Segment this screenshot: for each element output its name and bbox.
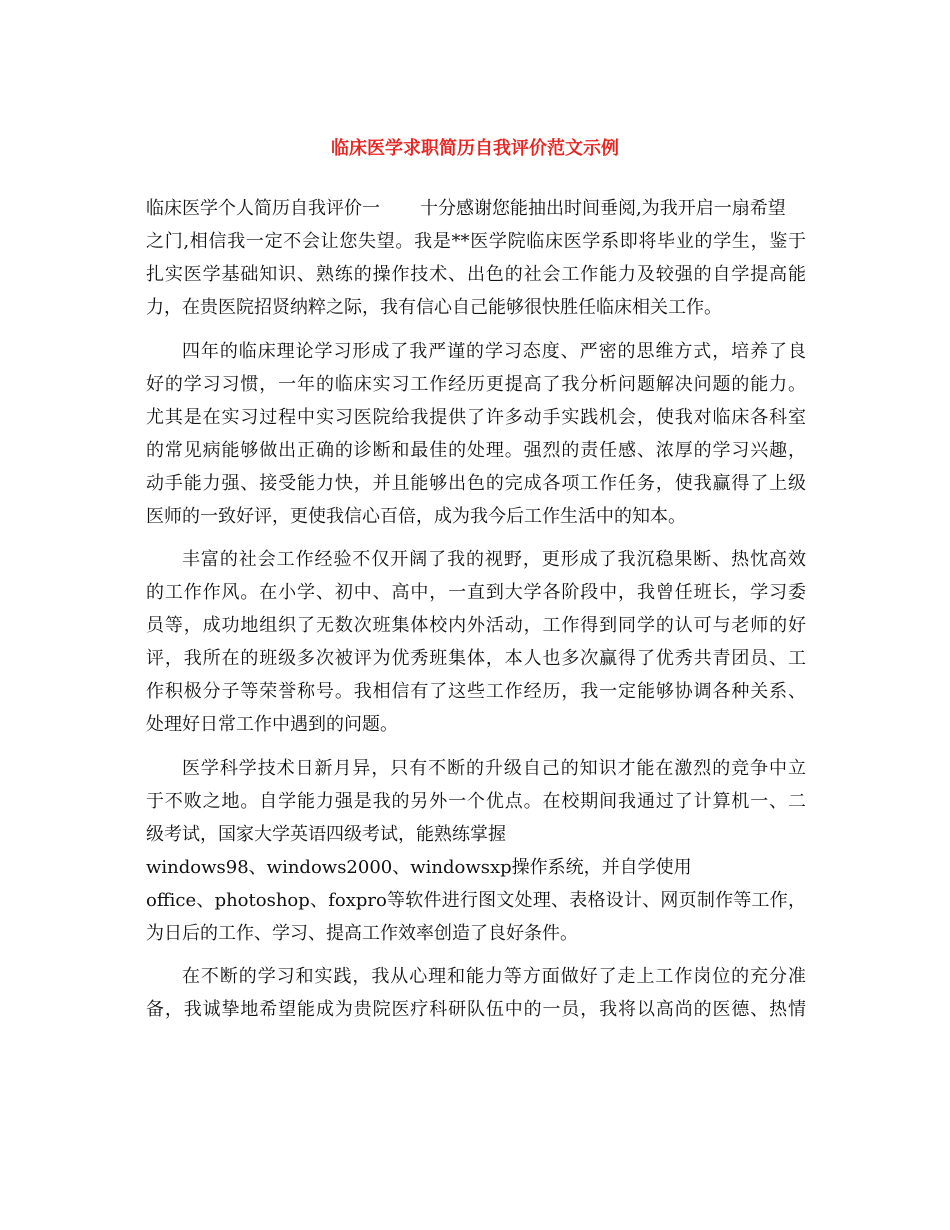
paragraph-3-line-3: 员等，成功地组织了无数次班集体校内外活动，工作得到同学的认可与老师的好 [146,615,806,636]
paragraph-1-line-4: 力，在贵医院招贤纳粹之际，我有信心自己能够很快胜任临床相关工作。 [146,297,722,318]
paragraph-4-line-6: 为日后的工作、学习、提高工作效率创造了良好条件。 [146,923,578,944]
paragraph-4-line-2: 于不败之地。自学能力强是我的另外一个优点。在校期间我通过了计算机一、二 [146,791,806,812]
paragraph-2-line-1: 四年的临床理论学习形成了我严谨的学习态度、严密的思维方式，培养了良 [182,341,806,362]
paragraph-1-line-1 [146,195,806,223]
paragraph-2-line-6: 医师的一致好评，更使我信心百倍，成为我今后工作生活中的知本。 [146,506,686,527]
paragraph-4-line-3: 级考试，国家大学英语四级考试，能熟练掌握 [146,824,506,845]
paragraph-4-line-4: windows98、windows2000、windowsxp操作系统，并自学使用 [146,857,692,878]
paragraph-1-line-1-text: 十分感谢您能抽出时间垂阅,为我开启一扇希望 [420,198,786,219]
paragraph-3-line-6: 处理好日常工作中遇到的问题。 [146,714,398,735]
paragraph-3-line-2: 的工作作风。在小学、初中、高中，一直到大学各阶段中，我曾任班长，学习委 [146,582,806,603]
paragraph-2-line-4: 的常见病能够做出正确的诊断和最佳的处理。强烈的责任感、浓厚的学习兴趣， [146,440,806,461]
paragraph-1-line-2: 之门,相信我一定不会让您失望。我是**医学院临床医学系即将毕业的学生，鉴于 [146,231,806,252]
paragraph-5-line-1: 在不断的学习和实践，我从心理和能力等方面做好了走上工作岗位的充分准 [182,966,806,987]
paragraph-3-line-1: 丰富的社会工作经验不仅开阔了我的视野，更形成了我沉稳果断、热忱高效 [182,549,806,570]
paragraph-1-heading-text: 临床医学个人简历自我评价一 [146,198,380,219]
paragraph-2-line-5: 动手能力强、接受能力快，并且能够出色的完成各项工作任务，使我赢得了上级 [146,473,806,494]
paragraph-2-line-3: 尤其是在实习过程中实习医院给我提供了许多动手实践机会，使我对临床各科室 [146,407,806,428]
paragraph-4-line-5: office、photoshop、foxpro等软件进行图文处理、表格设计、网页制作等工作， [146,890,806,911]
paragraph-1-line-3: 扎实医学基础知识、熟练的操作技术、出色的社会工作能力及较强的自学提高能 [146,264,806,285]
page-title: 临床医学求职简历自我评价范文示例 [331,138,619,159]
paragraph-4-line-1: 医学科学技术日新月异，只有不断的升级自己的知识才能在激烈的竞争中立 [182,758,806,779]
paragraph-3-line-5: 作积极分子等荣誉称号。我相信有了这些工作经历，我一定能够协调各种关系、 [146,681,806,702]
paragraph-3-line-4: 评，我所在的班级多次被评为优秀班集体，本人也多次赢得了优秀共青团员、工 [146,648,806,669]
paragraph-2-line-2: 好的学习习惯，一年的临床实习工作经历更提高了我分析问题解决问题的能力。 [146,374,806,395]
paragraph-5-line-2: 备，我诚挚地希望能成为贵院医疗科研队伍中的一员，我将以高尚的医德、热情 [146,999,806,1020]
